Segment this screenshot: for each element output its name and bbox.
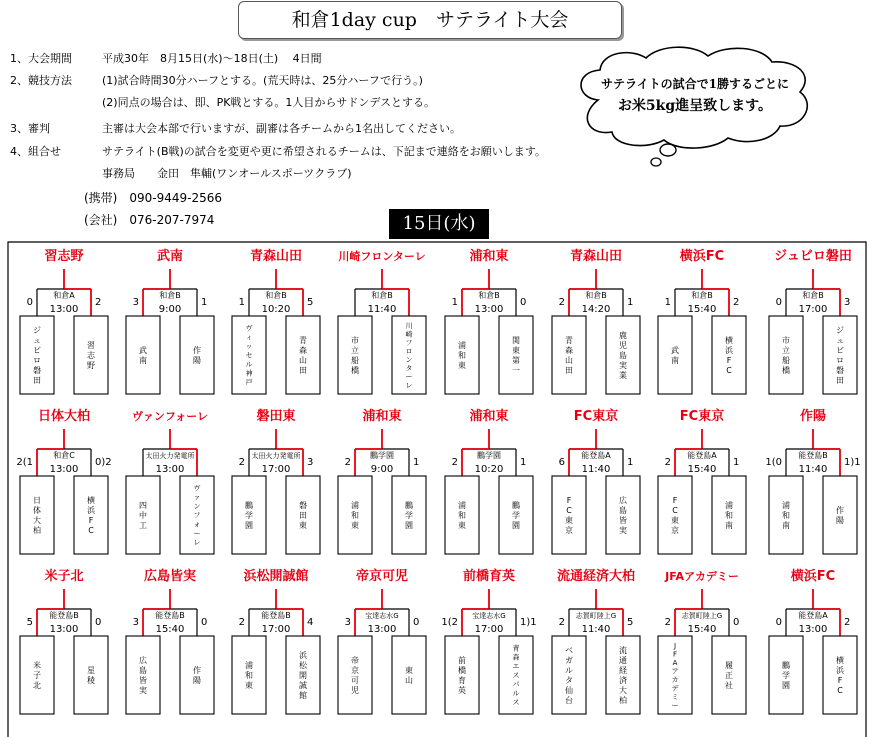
- left-score: 2: [238, 617, 245, 628]
- match-time: 15:40: [155, 624, 185, 635]
- right-score: 0: [413, 617, 420, 628]
- match-time: 13:00: [49, 624, 79, 635]
- left-score: 3: [344, 617, 351, 628]
- left-team-name: 浦和東: [458, 501, 466, 530]
- left-team-name: 浦和東: [245, 661, 253, 690]
- right-team-name: 東山: [405, 666, 413, 685]
- left-team-name: 鵬学園: [782, 661, 790, 690]
- match-venue: 能登島A: [581, 451, 611, 460]
- info-text: 事務局 金田 隼輔(ワンオールスポーツクラブ): [102, 167, 352, 180]
- left-team-name: 浦和東: [458, 341, 466, 370]
- right-team-name: 青森エスパルス: [512, 644, 520, 707]
- left-team-box: [552, 316, 586, 394]
- left-team-name: 米子北: [33, 661, 41, 690]
- match-venue: 宝達志水G: [472, 612, 506, 620]
- right-score: 0: [95, 617, 102, 628]
- right-team-box: [286, 316, 320, 394]
- winner-name: JFAアカデミー: [665, 570, 739, 583]
- match-venue: 和倉B: [585, 291, 607, 300]
- left-score: 1: [664, 297, 671, 308]
- left-team-box: [658, 476, 692, 554]
- match-time: 15:40: [687, 624, 717, 635]
- info-number: 4、組合せ: [10, 145, 61, 158]
- right-team-box: [74, 476, 108, 554]
- left-team-box: [658, 316, 692, 394]
- right-score: 1: [413, 457, 420, 468]
- right-team-name: 浜松開誠館: [299, 651, 307, 700]
- right-team-name: ジュビロ磐田: [836, 326, 844, 385]
- match-venue: 能登島A: [798, 611, 828, 620]
- match-venue: 和倉B: [691, 291, 713, 300]
- left-score: 0: [26, 297, 33, 308]
- left-score: 2(1: [16, 457, 33, 468]
- match-time: 17:00: [261, 624, 291, 635]
- left-team-box: [126, 636, 160, 714]
- right-team-box: [180, 636, 214, 714]
- right-score: 1: [201, 297, 208, 308]
- left-team-name: 武南: [671, 346, 679, 365]
- left-team-name: F C 東京: [671, 496, 679, 535]
- winner-name: 米子北: [44, 569, 84, 584]
- right-team-box: [823, 476, 857, 554]
- winner-name: 川崎フロンターレ: [338, 250, 426, 263]
- info-number: 1、大会期間: [10, 52, 72, 65]
- match-venue: 太田火力発電所: [251, 452, 301, 460]
- right-team-name: 広島皆実: [619, 496, 627, 535]
- winner-name: 前橋育英: [462, 569, 516, 584]
- match-time: 11:40: [798, 464, 828, 475]
- left-score: 3: [132, 617, 139, 628]
- info-text: 主審は大会本部で行いますが、副審は各チームから1名出してください。: [102, 122, 461, 135]
- match-venue: 能登島B: [261, 611, 291, 620]
- right-score: 2: [733, 297, 740, 308]
- winner-name: 磐田東: [256, 409, 296, 424]
- winner-name: 作陽: [799, 409, 827, 424]
- right-score: 5: [627, 617, 634, 628]
- left-team-name: 日体大柏: [33, 496, 41, 535]
- match-venue: 和倉C: [53, 451, 75, 460]
- left-score: 2: [344, 457, 351, 468]
- winner-name: FC東京: [679, 409, 725, 424]
- match-time: 17:00: [798, 304, 828, 315]
- left-team-name: F C 東京: [565, 496, 573, 535]
- left-team-name: 市立船橋: [782, 336, 790, 375]
- info-text: サテライト(B戦)の試合を変更や更に希望されるチームは、下記まで連絡をお願いします。: [102, 145, 546, 158]
- match-time: 13:00: [798, 624, 828, 635]
- right-team-name: 横浜 F C: [87, 496, 95, 535]
- winner-name: 習志野: [44, 249, 84, 264]
- right-team-name: 鵬学園: [405, 501, 413, 530]
- left-team-name: 四中工: [139, 501, 147, 530]
- left-team-box: [552, 476, 586, 554]
- match-venue: 宝達志水G: [365, 612, 399, 620]
- match-venue: 能登島B: [798, 451, 828, 460]
- winner-name: 日体大柏: [37, 409, 91, 424]
- right-team-name: 横浜 F C: [836, 656, 844, 695]
- right-score: 1)1: [844, 457, 861, 468]
- left-score: 6: [558, 457, 565, 468]
- winner-name: 横浜FC: [790, 569, 836, 584]
- right-score: 5: [307, 297, 314, 308]
- winner-name: 横浜FC: [679, 249, 725, 264]
- info-text: (2)同点の場合は、即、PK戦とする。1人目からサドンデスとする。: [102, 96, 435, 109]
- match-venue: 能登島A: [687, 451, 717, 460]
- right-score: 0: [733, 617, 740, 628]
- match-time: 15:40: [687, 464, 717, 475]
- right-score: 1: [733, 457, 740, 468]
- info-number: 3、審判: [10, 122, 50, 135]
- left-score: 2: [664, 457, 671, 468]
- match-venue: 能登島B: [155, 611, 185, 620]
- contact-office: (会社) 076-207-7974: [84, 213, 215, 227]
- match-venue: 鵬学園: [477, 451, 501, 460]
- left-team-name: 浦和南: [782, 501, 790, 530]
- match-time: 17:00: [261, 464, 291, 475]
- match-time: 13:00: [49, 304, 79, 315]
- winner-name: 青森山田: [249, 249, 303, 264]
- right-team-name: 関東第一: [512, 336, 520, 375]
- left-team-name: 広島皆実: [139, 656, 147, 695]
- left-team-box: [769, 316, 803, 394]
- right-team-name: 作陽: [193, 346, 201, 365]
- match-venue: 和倉B: [802, 291, 824, 300]
- match-venue: 和倉B: [159, 291, 181, 300]
- right-score: 0)2: [95, 457, 112, 468]
- match-venue: 志賀町陸上G: [575, 612, 617, 620]
- left-team-box: [126, 316, 160, 394]
- right-score: 2: [844, 617, 851, 628]
- page-title: 和倉1day cup サテライト大会: [238, 1, 622, 39]
- left-team-box: [338, 316, 372, 394]
- right-score: 1: [627, 297, 634, 308]
- winner-name: 流通経済大柏: [556, 569, 636, 584]
- left-score: 0: [775, 617, 782, 628]
- left-score: 5: [26, 617, 33, 628]
- left-team-name: 前橋育英: [458, 656, 466, 695]
- notice-line-1: サテライトの試合で1勝するごとに: [601, 77, 789, 91]
- match-venue: 和倉B: [265, 291, 287, 300]
- info-text: 平成30年 8月15日(水)～18日(土) 4日間: [102, 52, 322, 65]
- right-score: 1: [627, 457, 634, 468]
- right-score: 3: [307, 457, 314, 468]
- match-venue: 能登島B: [49, 611, 79, 620]
- left-score: 1: [238, 297, 245, 308]
- winner-name: ヴァンフォーレ: [131, 410, 209, 423]
- left-team-name: J F A アカデミー: [671, 641, 679, 710]
- winner-name: 浦和東: [362, 409, 402, 424]
- left-team-name: 市立船橋: [351, 336, 359, 375]
- right-team-name: 作陽: [193, 666, 201, 685]
- right-team-name: 習志野: [87, 341, 95, 370]
- right-score: 0: [201, 617, 208, 628]
- right-score: 2: [95, 297, 102, 308]
- winner-name: ジュビロ磐田: [774, 249, 852, 264]
- right-team-box: [712, 316, 746, 394]
- match-time: 10:20: [261, 304, 291, 315]
- right-team-name: 流通経済大柏: [619, 646, 627, 705]
- match-time: 10:20: [474, 464, 504, 475]
- right-team-name: 履正社: [725, 661, 733, 690]
- match-venue: 和倉B: [371, 291, 393, 300]
- left-team-name: ベガルタ仙台: [565, 646, 573, 705]
- match-time: 9:00: [370, 464, 394, 475]
- right-team-box: [74, 636, 108, 714]
- match-time: 15:40: [687, 304, 717, 315]
- winner-name: 広島皆実: [143, 569, 197, 584]
- right-score: 1: [520, 457, 527, 468]
- right-score: 0: [520, 297, 527, 308]
- left-team-box: [20, 476, 54, 554]
- left-team-box: [445, 636, 479, 714]
- left-score: 1: [451, 297, 458, 308]
- left-team-name: 武南: [139, 346, 147, 365]
- match-venue: 和倉B: [478, 291, 500, 300]
- winner-name: FC東京: [573, 409, 619, 424]
- right-team-box: [499, 316, 533, 394]
- winner-name: 浜松開誠館: [243, 569, 309, 584]
- match-time: 13:00: [367, 624, 397, 635]
- right-team-name: 星稜: [87, 666, 95, 685]
- right-team-name: 作陽: [836, 506, 844, 525]
- winner-name: 帝京可児: [355, 569, 409, 584]
- contact-mobile: (携帯) 090-9449-2566: [84, 191, 223, 205]
- match-time: 9:00: [158, 304, 182, 315]
- day-label: 15日(水): [389, 209, 489, 239]
- left-team-name: 鵬学園: [245, 501, 253, 530]
- winner-name: 浦和東: [469, 249, 509, 264]
- right-team-name: ヴァンフォーレ: [193, 484, 201, 547]
- winner-name: 青森山田: [569, 249, 623, 264]
- match-venue: 太田火力発電所: [145, 452, 195, 460]
- match-time: 13:00: [155, 464, 185, 475]
- winner-name: 浦和東: [469, 409, 509, 424]
- left-score: 2: [451, 457, 458, 468]
- left-team-box: [338, 636, 372, 714]
- match-time: 13:00: [474, 304, 504, 315]
- right-team-name: 浦和南: [725, 501, 733, 530]
- left-score: 2: [558, 297, 565, 308]
- right-score: 4: [307, 617, 314, 628]
- right-team-box: [823, 636, 857, 714]
- left-score: 3: [132, 297, 139, 308]
- right-team-name: 鵬学園: [512, 501, 520, 530]
- info-text: (1)試合時間30分ハーフとする。(荒天時は、25分ハーフで行う。): [102, 74, 423, 87]
- right-team-name: 横浜 F C: [725, 336, 733, 375]
- winner-name: 武南: [156, 249, 184, 264]
- left-team-name: ヴィッセル神戸: [245, 324, 253, 387]
- right-team-name: 川崎フロンターレ: [405, 321, 413, 390]
- info-number: 2、競技方法: [10, 74, 72, 87]
- left-score: 1(0: [765, 457, 782, 468]
- match-time: 11:40: [581, 624, 611, 635]
- left-score: 2: [558, 617, 565, 628]
- match-venue: 鵬学園: [370, 451, 394, 460]
- notice-line-2: お米5kg進呈致します。: [617, 98, 773, 114]
- match-venue: 志賀町陸上G: [681, 612, 723, 620]
- right-team-name: 青森山田: [299, 336, 307, 375]
- left-score: 0: [775, 297, 782, 308]
- match-time: 14:20: [581, 304, 611, 315]
- match-time: 11:40: [367, 304, 397, 315]
- match-time: 11:40: [581, 464, 611, 475]
- right-team-box: [606, 476, 640, 554]
- left-score: 2: [664, 617, 671, 628]
- match-time: 13:00: [49, 464, 79, 475]
- left-team-name: 帝京可児: [351, 656, 359, 695]
- right-score: 3: [844, 297, 851, 308]
- match-time: 17:00: [474, 624, 504, 635]
- right-team-box: [392, 636, 426, 714]
- right-score: 1)1: [520, 617, 537, 628]
- match-venue: 和倉A: [53, 291, 75, 300]
- right-team-box: [180, 316, 214, 394]
- left-score: 1(2: [441, 617, 458, 628]
- left-team-name: ジュビロ磐田: [33, 326, 41, 385]
- right-team-name: 磐田東: [299, 501, 307, 530]
- left-team-name: 浦和東: [351, 501, 359, 530]
- left-team-name: 青森山田: [565, 336, 573, 375]
- left-score: 2: [238, 457, 245, 468]
- right-team-name: 鹿児島実業: [619, 331, 627, 380]
